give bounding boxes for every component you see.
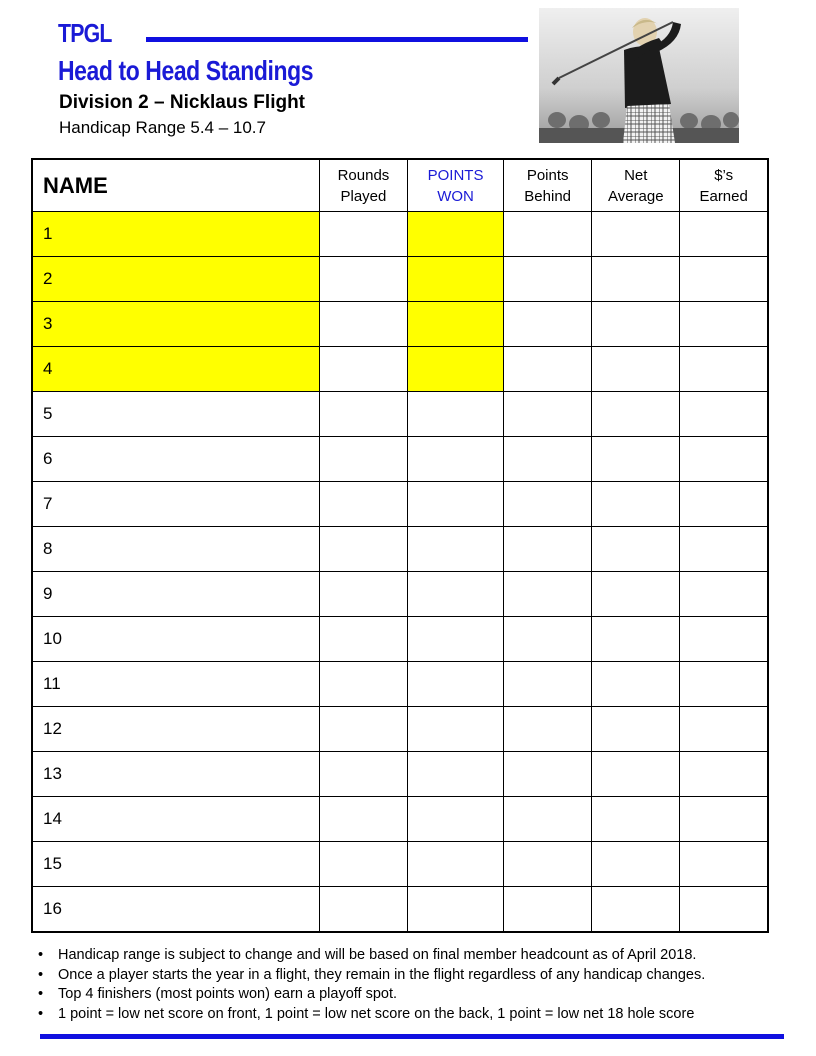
net-average-cell bbox=[592, 662, 680, 707]
player-name-cell: 1 bbox=[32, 212, 319, 257]
table-header-row bbox=[32, 159, 768, 212]
points-won-cell bbox=[407, 347, 503, 392]
rounds-played-cell bbox=[319, 617, 407, 662]
player-name-cell: 5 bbox=[32, 392, 319, 437]
golfer-photo-graphic bbox=[539, 8, 739, 143]
dollars-earned-cell bbox=[680, 797, 768, 842]
net-average-cell bbox=[592, 212, 680, 257]
standings-table bbox=[31, 158, 769, 933]
division-heading: Division 2 – Nicklaus Flight bbox=[59, 92, 306, 113]
dollars-earned-cell bbox=[680, 617, 768, 662]
net-average-header-line1: Net bbox=[624, 166, 648, 184]
net-average-cell bbox=[592, 617, 680, 662]
table-row bbox=[32, 347, 768, 392]
dollars-earned-cell bbox=[680, 707, 768, 752]
points-behind-cell bbox=[504, 527, 592, 572]
points-behind-header-line2: Behind bbox=[524, 187, 572, 205]
table-row bbox=[32, 302, 768, 347]
note-item bbox=[38, 946, 705, 966]
points-won-cell bbox=[407, 617, 503, 662]
notes-list bbox=[38, 946, 705, 1024]
player-name-cell: 6 bbox=[32, 437, 319, 482]
footer-divider bbox=[40, 1034, 784, 1039]
player-name-cell: 14 bbox=[32, 797, 319, 842]
net-average-cell bbox=[592, 257, 680, 302]
points-won-header bbox=[407, 159, 503, 212]
table-row bbox=[32, 257, 768, 302]
points-won-cell bbox=[407, 302, 503, 347]
points-behind-cell bbox=[504, 572, 592, 617]
rounds-played-cell bbox=[319, 842, 407, 887]
table-row bbox=[32, 707, 768, 752]
points-behind-cell bbox=[504, 617, 592, 662]
points-won-cell bbox=[407, 662, 503, 707]
dollars-earned-cell bbox=[680, 302, 768, 347]
dollars-earned-cell bbox=[680, 482, 768, 527]
player-name-cell: 8 bbox=[32, 527, 319, 572]
rounds-played-cell bbox=[319, 662, 407, 707]
points-won-cell bbox=[407, 527, 503, 572]
player-name-cell: 16 bbox=[32, 887, 319, 933]
points-won-cell bbox=[407, 482, 503, 527]
player-name-cell: 10 bbox=[32, 617, 319, 662]
rounds-header-line1: Rounds bbox=[337, 166, 390, 184]
golfer-photo bbox=[539, 8, 739, 143]
dollars-earned-cell bbox=[680, 662, 768, 707]
dollars-earned-cell bbox=[680, 752, 768, 797]
bullet-icon: • bbox=[38, 1005, 44, 1022]
net-average-header bbox=[592, 159, 680, 212]
note-item bbox=[38, 985, 705, 1005]
rounds-played-cell bbox=[319, 482, 407, 527]
table-row bbox=[32, 842, 768, 887]
org-name: TPGL bbox=[58, 18, 112, 48]
note-text: Top 4 finishers (most points won) earn a playoff spot. bbox=[58, 986, 398, 1002]
net-average-cell bbox=[592, 842, 680, 887]
points-won-header-line1: POINTS bbox=[427, 166, 484, 184]
rounds-played-cell bbox=[319, 707, 407, 752]
rounds-played-cell bbox=[319, 797, 407, 842]
net-average-cell bbox=[592, 392, 680, 437]
note-item bbox=[38, 1005, 705, 1025]
points-behind-cell bbox=[504, 392, 592, 437]
dollars-earned-cell bbox=[680, 257, 768, 302]
dollars-earned-cell bbox=[680, 392, 768, 437]
points-won-cell bbox=[407, 887, 503, 933]
net-average-cell bbox=[592, 347, 680, 392]
player-name-cell: 13 bbox=[32, 752, 319, 797]
dollars-earned-header-line2: Earned bbox=[699, 187, 748, 205]
table-row bbox=[32, 212, 768, 257]
note-text: Handicap range is subject to change and will be based on final member headcount as of April 2018. bbox=[58, 947, 697, 963]
net-average-cell bbox=[592, 527, 680, 572]
points-behind-header bbox=[504, 159, 592, 212]
rounds-played-cell bbox=[319, 527, 407, 572]
rounds-played-cell bbox=[319, 752, 407, 797]
bullet-icon: • bbox=[38, 986, 44, 1002]
points-behind-cell bbox=[504, 437, 592, 482]
note-text: 1 point = low net score on front, 1 point = low net score on the back, 1 point = low net 18 hole score bbox=[58, 1005, 695, 1022]
dollars-earned-cell bbox=[680, 347, 768, 392]
dollars-earned-cell bbox=[680, 572, 768, 617]
points-won-cell bbox=[407, 257, 503, 302]
net-average-cell bbox=[592, 437, 680, 482]
points-behind-cell bbox=[504, 887, 592, 933]
bullet-icon: • bbox=[38, 947, 44, 963]
net-average-cell bbox=[592, 887, 680, 933]
player-name-cell: 3 bbox=[32, 302, 319, 347]
points-won-cell bbox=[407, 212, 503, 257]
points-behind-cell bbox=[504, 662, 592, 707]
points-won-header-line2: WON bbox=[437, 187, 474, 205]
points-behind-cell bbox=[504, 257, 592, 302]
net-average-cell bbox=[592, 707, 680, 752]
rounds-played-cell bbox=[319, 212, 407, 257]
table-row bbox=[32, 887, 768, 933]
player-name-cell: 4 bbox=[32, 347, 319, 392]
header-divider bbox=[146, 37, 528, 42]
points-behind-cell bbox=[504, 347, 592, 392]
table-row bbox=[32, 752, 768, 797]
rounds-played-cell bbox=[319, 392, 407, 437]
dollars-earned-cell bbox=[680, 527, 768, 572]
table-row bbox=[32, 572, 768, 617]
net-average-cell bbox=[592, 482, 680, 527]
dollars-earned-cell bbox=[680, 887, 768, 933]
handicap-range: Handicap Range 5.4 – 10.7 bbox=[59, 118, 266, 137]
points-behind-cell bbox=[504, 707, 592, 752]
rounds-played-cell bbox=[319, 257, 407, 302]
points-won-cell bbox=[407, 392, 503, 437]
points-won-cell bbox=[407, 572, 503, 617]
player-name-cell: 15 bbox=[32, 842, 319, 887]
rounds-played-cell bbox=[319, 887, 407, 933]
dollars-earned-header-line1: $’s bbox=[714, 166, 734, 184]
table-row bbox=[32, 437, 768, 482]
note-text: Once a player starts the year in a flight, they remain in the flight regardless of any handicap changes. bbox=[58, 966, 706, 983]
net-average-cell bbox=[592, 752, 680, 797]
points-behind-cell bbox=[504, 212, 592, 257]
net-average-cell bbox=[592, 572, 680, 617]
points-behind-cell bbox=[504, 842, 592, 887]
table-row bbox=[32, 662, 768, 707]
bullet-icon: • bbox=[38, 966, 44, 983]
points-won-cell bbox=[407, 437, 503, 482]
page-title: Head to Head Standings bbox=[58, 55, 314, 86]
table-row bbox=[32, 482, 768, 527]
points-behind-cell bbox=[504, 752, 592, 797]
points-won-cell bbox=[407, 842, 503, 887]
rounds-played-header bbox=[319, 159, 407, 212]
player-name-cell: 7 bbox=[32, 482, 319, 527]
table-row bbox=[32, 797, 768, 842]
name-column-header: NAME bbox=[32, 159, 319, 212]
dollars-earned-cell bbox=[680, 842, 768, 887]
rounds-played-cell bbox=[319, 572, 407, 617]
player-name-cell: 9 bbox=[32, 572, 319, 617]
points-behind-cell bbox=[504, 302, 592, 347]
points-behind-cell bbox=[504, 797, 592, 842]
points-won-cell bbox=[407, 752, 503, 797]
table-row bbox=[32, 527, 768, 572]
net-average-cell bbox=[592, 302, 680, 347]
player-name-cell: 12 bbox=[32, 707, 319, 752]
player-name-cell: 11 bbox=[32, 662, 319, 707]
points-behind-cell bbox=[504, 482, 592, 527]
points-won-cell bbox=[407, 707, 503, 752]
dollars-earned-cell bbox=[680, 437, 768, 482]
net-average-header-line2: Average bbox=[607, 187, 664, 205]
rounds-played-cell bbox=[319, 437, 407, 482]
rounds-header-line2: Played bbox=[340, 187, 387, 205]
net-average-cell bbox=[592, 797, 680, 842]
table-row bbox=[32, 392, 768, 437]
points-won-cell bbox=[407, 797, 503, 842]
dollars-earned-cell bbox=[680, 212, 768, 257]
note-item bbox=[38, 966, 705, 986]
points-behind-header-line1: Points bbox=[526, 166, 569, 184]
table-row bbox=[32, 617, 768, 662]
standings-body bbox=[32, 212, 768, 933]
player-name-cell: 2 bbox=[32, 257, 319, 302]
dollars-earned-header bbox=[680, 159, 768, 212]
rounds-played-cell bbox=[319, 347, 407, 392]
rounds-played-cell bbox=[319, 302, 407, 347]
